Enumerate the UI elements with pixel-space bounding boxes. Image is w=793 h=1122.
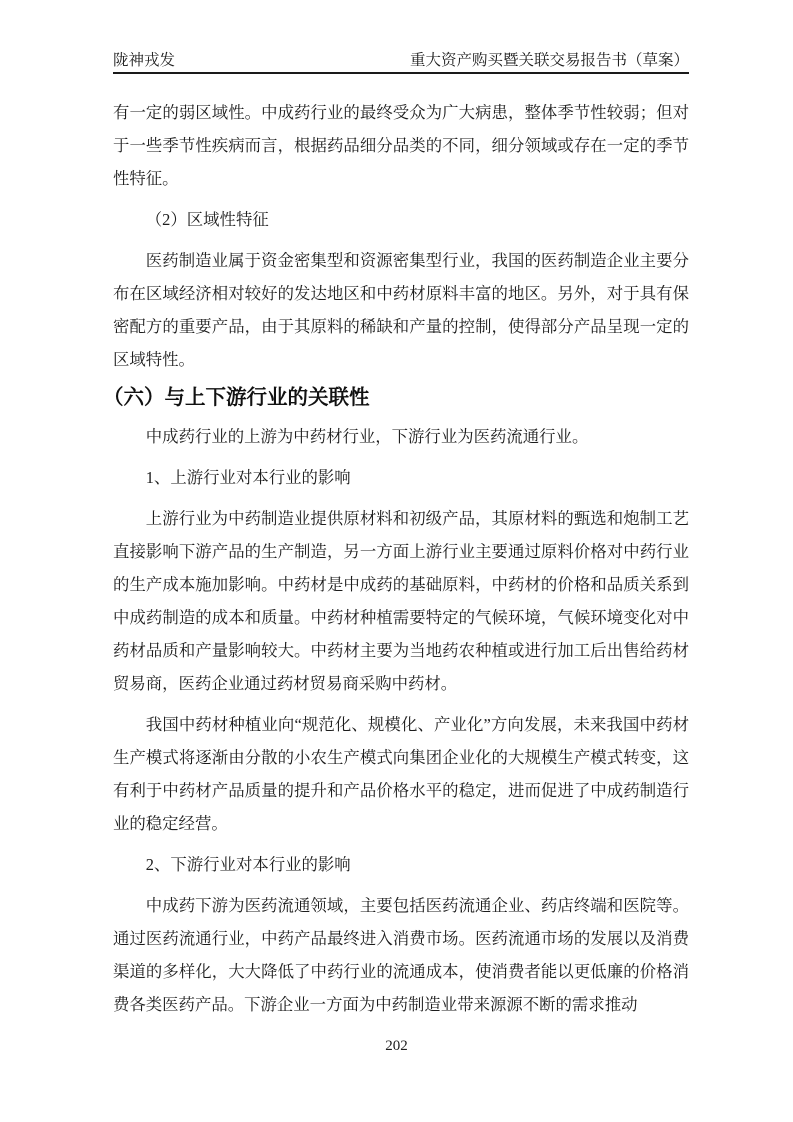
- paragraph-regional-characteristics: 医药制造业属于资金密集型和资源密集型行业，我国的医药制造企业主要分布在区域经济相对较好的发达地区和中药材原料丰富的地区。另外，对于具有保密配方的重要产品，由于其原料的稀缺和产量的控制，使得部分产品呈现一定的区域特性。: [113, 251, 689, 369]
- subheading-upstream-impact: 1、上游行业对本行业的影响: [145, 468, 351, 487]
- subheading-regional-characteristics: （2）区域性特征: [145, 210, 269, 229]
- header-report-title: 重大资产购买暨关联交易报告书（草案）: [409, 52, 689, 69]
- page-number: 202: [385, 1038, 408, 1054]
- section-heading-updown-linkage: （六）与上下游行业的关联性: [103, 386, 370, 409]
- paragraph-planting-industry-trend: 我国中药材种植业向“规范化、规模化、产业化”方向发展，未来我国中药材生产模式将逐渐由分散的小农生产模式向集团企业化的大规模生产模式转变，这有利于中药材产品质量的提升和产品价格水平的稳定，进而促进了中成药制造行业的稳定经营。: [113, 715, 689, 833]
- page-header: [113, 0, 689, 74]
- header-row: [113, 0, 689, 70]
- paragraph-seasonality-continued: 有一定的弱区域性。中成药行业的最终受众为广大病患，整体季节性较弱；但对于一些季节性疾病而言，根据药品细分品类的不同，细分领域或存在一定的季节性特征。: [113, 103, 689, 188]
- page-body: [103, 96, 689, 1029]
- header-company-name: 陇神戎发: [113, 52, 176, 69]
- paragraph-upstream-impact: 上游行业为中药制造业提供原材料和初级产品，其原材料的甄选和炮制工艺直接影响下游产品的生产制造，另一方面上游行业主要通过原料价格对中药行业的生产成本施加影响。中药材是中成药的基础原料，中药材的价格和品质关系到中成药制造的成本和质量。中药材种植需要特定的气候环境，气候环境变化对中药材品质和产量影响较大。中药材主要为当地药农种植或进行加工后出售给药材贸易商，医药企业通过药材贸易商采购中药材。: [113, 509, 689, 693]
- header-rule: [113, 72, 689, 74]
- subheading-downstream-impact: 2、下游行业对本行业的影响: [145, 855, 351, 874]
- paragraph-updown-overview: 中成药行业的上游为中药材行业，下游行业为医药流通行业。: [145, 427, 589, 446]
- paragraph-downstream-impact: 中成药下游为医药流通领域，主要包括医药流通企业、药店终端和医院等。通过医药流通行业，中药产品最终进入消费市场。医药流通市场的发展以及消费渠道的多样化，大大降低了中药行业的流通成本，使消费者能以更低廉的价格消费各类医药产品。下游企业一方面为中药制造业带来源源不断的需求推动: [113, 896, 689, 1014]
